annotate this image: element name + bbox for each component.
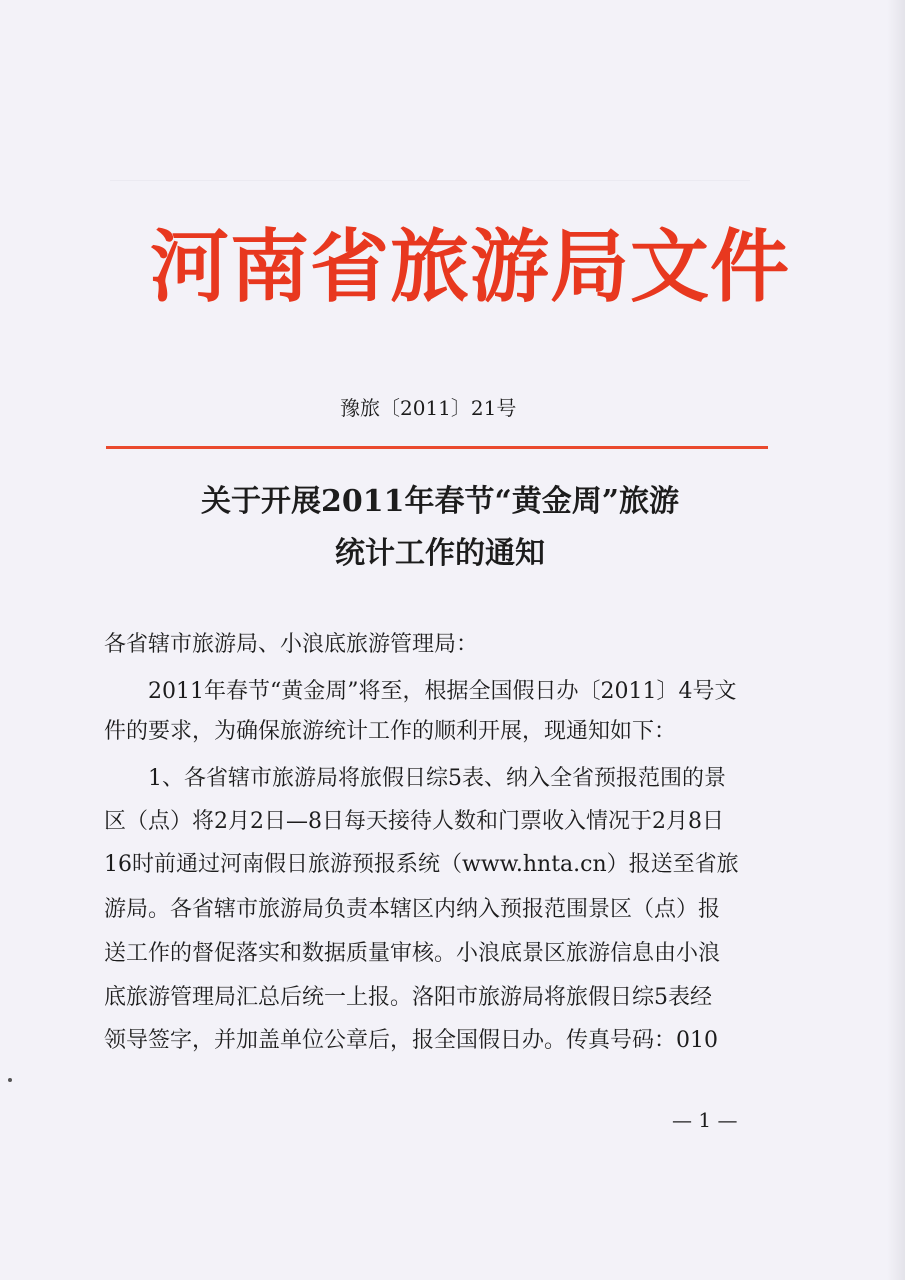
letterhead-title: 河南省旅游局文件 — [150, 221, 790, 313]
page-number: — 1 — — [672, 1108, 738, 1132]
body-line: 游局。各省辖市旅游局负责本辖区内纳入预报范围景区（点）报 — [104, 897, 721, 922]
body-line: 底旅游管理局汇总后统一上报。洛阳市旅游局将旅假日综5表经 — [104, 985, 712, 1010]
scan-speck — [8, 1078, 12, 1082]
body-line: 16时前通过河南假日旅游预报系统（www.hnta.cn）报送至省旅 — [104, 852, 739, 877]
body-line: 区（点）将2月2日—8日每天接待人数和门票收入情况于2月8日 — [104, 809, 724, 834]
body-line: 件的要求，为确保旅游统计工作的顺利开展，现通知如下： — [104, 719, 677, 744]
notice-title-line-1: 关于开展2011年春节“黄金周”旅游 — [200, 484, 679, 519]
body-line: 领导签字，并加盖单位公章后，报全国假日办。传真号码：010 — [104, 1028, 718, 1053]
body-line: 送工作的督促落实和数据质量审核。小浪底景区旅游信息由小浪 — [104, 941, 721, 966]
body-line: 1、各省辖市旅游局将旅假日综5表、纳入全省预报范围的景 — [104, 766, 726, 791]
document-number: 豫旅〔2011〕21号 — [340, 396, 517, 420]
red-divider-line — [106, 446, 768, 449]
scan-edge — [887, 0, 905, 1280]
body-line: 2011年春节“黄金周”将至，根据全国假日办〔2011〕4号文 — [104, 679, 737, 704]
body-line: 各省辖市旅游局、小浪底旅游管理局： — [104, 632, 479, 657]
notice-title-line-2: 统计工作的通知 — [335, 536, 545, 571]
